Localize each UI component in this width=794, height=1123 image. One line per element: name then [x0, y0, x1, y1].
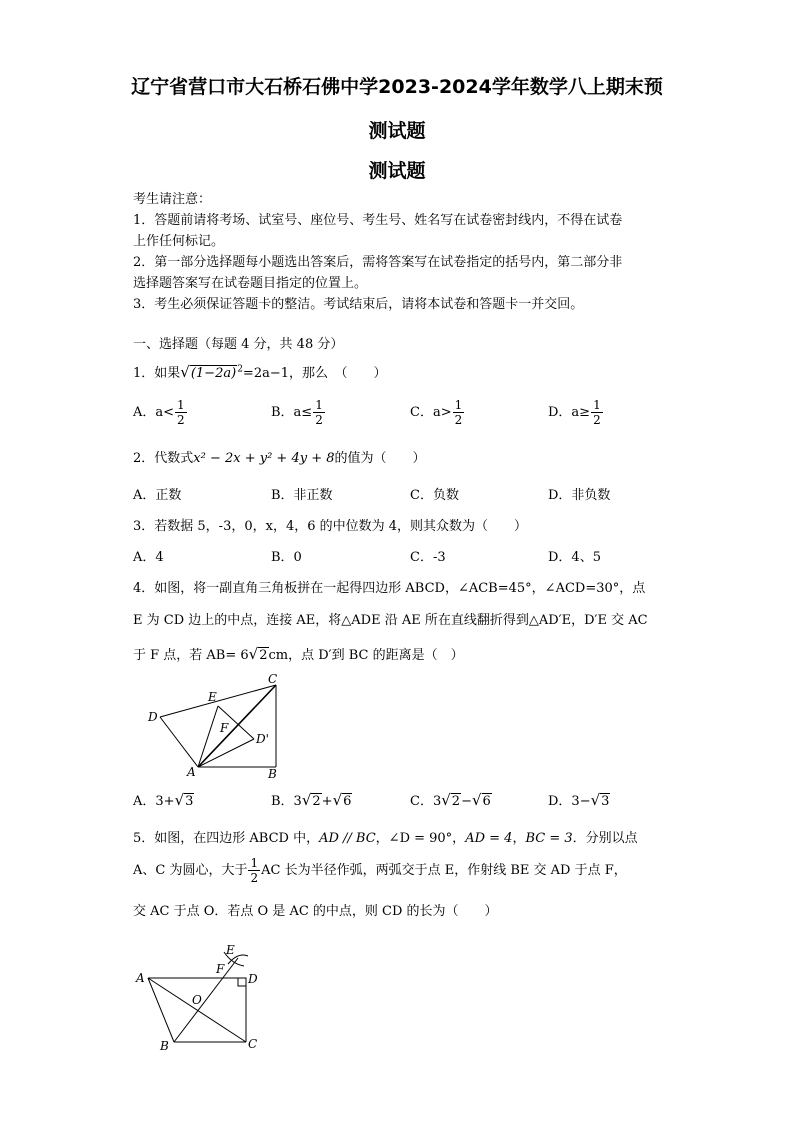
- q2-option-b[interactable]: B．非正数: [271, 488, 333, 503]
- q5-text: ．分别以点: [572, 831, 638, 846]
- segment-AB: [148, 978, 174, 1042]
- q2-prefix: 2．代数式: [133, 451, 194, 466]
- option-label: B．a≤: [271, 405, 313, 420]
- right-angle-mark: [238, 978, 246, 986]
- sqrt-symbol: √: [180, 363, 190, 381]
- notice-item: 3．考生必须保证答题卡的整洁。考试结束后，请将本试卷和答题卡一并交回。: [133, 297, 584, 312]
- ray-BE: [174, 958, 238, 1042]
- segment-DA: [160, 717, 198, 767]
- label-A: A: [136, 971, 145, 985]
- label-C: C: [268, 672, 278, 686]
- q2-option-a[interactable]: A．正数: [133, 488, 182, 503]
- option-label: C．a>: [410, 405, 452, 420]
- label-D-prime: D': [256, 732, 269, 746]
- q3-option-d[interactable]: D．4、5: [548, 550, 601, 565]
- radicand: 6: [343, 794, 352, 809]
- q3-option-a[interactable]: A．4: [133, 550, 164, 565]
- q5-text: ，∠D = 90°，: [375, 831, 466, 846]
- label-B: B: [160, 1039, 169, 1053]
- radicand: 3: [601, 794, 610, 809]
- question-5-line1: [133, 827, 638, 846]
- numerator: 1: [177, 398, 185, 412]
- section-heading: 一、选择题（每题 4 分，共 48 分）: [133, 337, 344, 352]
- notice-item: 选择题答案写在试卷题目指定的位置上。: [133, 276, 368, 291]
- radicand: 6: [482, 794, 491, 809]
- option-label: A．a<: [133, 405, 175, 420]
- label-E: E: [226, 943, 235, 957]
- q5-figure: [130, 938, 270, 1053]
- q4-text: cm，点 D′到 BC 的距离是（ ）: [268, 648, 464, 663]
- numerator: 1: [454, 398, 463, 412]
- q5-math: AD // BC: [319, 831, 376, 846]
- label-A: A: [187, 765, 196, 779]
- q5-text: ，: [512, 831, 526, 846]
- q1-radicand: (1−2a): [190, 366, 237, 381]
- sqrt-symbol: √: [471, 791, 482, 809]
- sqrt-symbol: √: [301, 791, 312, 809]
- question-2: [133, 447, 426, 466]
- fraction: [313, 398, 325, 427]
- numerator: 1: [250, 856, 259, 870]
- label-E: E: [208, 690, 217, 704]
- fraction: [175, 398, 187, 427]
- q2-option-d[interactable]: D．非负数: [548, 488, 611, 503]
- q5-text: A、C 为圆心，大于: [133, 863, 248, 878]
- question-5-line3: 交 AC 于点 O．若点 O 是 AC 的中点，则 CD 的长为（ ）: [133, 904, 498, 919]
- q4-figure: [140, 672, 290, 782]
- option-text: D．3−: [548, 794, 591, 809]
- q1-option-d[interactable]: [548, 398, 604, 427]
- fraction: [591, 398, 603, 427]
- question-4-line2: E 为 CD 边上的中点，连接 AE，将△ADE 沿 AE 所在直线翻折得到△AD′E，D′E 交 AC: [133, 613, 648, 628]
- q3-option-b[interactable]: B．0: [271, 550, 302, 565]
- q5-math: BC = 3: [525, 831, 573, 846]
- q1-option-a[interactable]: [133, 398, 188, 427]
- q2-option-c[interactable]: C．负数: [410, 488, 459, 503]
- notice-item: 2．第一部分选择题每小题选出答案后，需将答案写在试卷指定的括号内，第二部分非: [133, 255, 623, 270]
- q4-option-c[interactable]: [410, 790, 492, 809]
- denominator: 2: [454, 413, 463, 427]
- q1-option-c[interactable]: [410, 398, 465, 427]
- doc-title-line3: 测试题: [368, 160, 426, 182]
- question-5-line2: [133, 856, 627, 885]
- segment-AE: [198, 706, 218, 767]
- question-1: [133, 362, 387, 381]
- radicand: 3: [185, 794, 194, 809]
- operator: +: [321, 794, 333, 809]
- question-3: 3．若数据 5，-3，0，x，4，6 的中位数为 4，则其众数为（ ）: [133, 519, 528, 534]
- sqrt-symbol: √: [590, 791, 601, 809]
- q5-math: AD = 4: [465, 831, 513, 846]
- segment-DC: [160, 685, 276, 717]
- denominator: 2: [593, 413, 601, 427]
- sqrt-symbol: √: [248, 645, 259, 663]
- label-F: F: [216, 962, 225, 976]
- question-4-line1: 4．如图，将一副直角三角板拼在一起得四边形 ABCD，∠ACB=45°，∠ACD=30°，点: [133, 581, 646, 596]
- segment-AD-prime: [198, 739, 254, 767]
- fraction: [453, 398, 465, 427]
- q2-suffix: 的值为（ ）: [334, 451, 426, 466]
- notice-item: 1．答题前请将考场、试室号、座位号、考生号、姓名写在试卷密封线内，不得在试卷: [133, 213, 623, 228]
- denominator: 2: [250, 871, 259, 885]
- radicand: 2: [312, 794, 321, 809]
- sqrt-symbol: √: [441, 791, 451, 809]
- numerator: 1: [593, 398, 601, 412]
- notice-item: 上作任何标记。: [133, 234, 225, 249]
- notice-heading: 考生请注意：: [133, 192, 212, 207]
- operator: −: [461, 794, 472, 809]
- option-text: C．3: [410, 794, 442, 809]
- q4-text: 于 F 点，若 AB= 6: [133, 648, 249, 663]
- option-text: B．3: [271, 794, 302, 809]
- radicand: 2: [451, 794, 461, 809]
- q1-option-b[interactable]: [271, 398, 326, 427]
- label-D: D: [248, 972, 258, 986]
- q1-suffix: =2a−1，那么 （ ）: [242, 366, 387, 381]
- q4-radicand: 2: [259, 648, 268, 663]
- label-O: O: [192, 993, 202, 1007]
- fraction: [248, 856, 260, 885]
- q4-option-d[interactable]: [548, 790, 610, 809]
- denominator: 2: [315, 413, 323, 427]
- label-F: F: [220, 721, 229, 735]
- q5-text: 5．如图，在四边形 ABCD 中，: [133, 831, 320, 846]
- sqrt-symbol: √: [174, 791, 185, 809]
- question-4-line3: [133, 644, 464, 663]
- label-D: D: [148, 710, 158, 724]
- option-label: D．a≥: [548, 405, 591, 420]
- label-B: B: [268, 767, 277, 781]
- q1-exponent: 2: [237, 364, 243, 375]
- doc-title-line1: 辽宁省营口市大石桥石佛中学2023-2024学年数学八上期末预: [131, 76, 663, 98]
- sqrt-symbol: √: [332, 791, 343, 809]
- numerator: 1: [315, 398, 323, 412]
- label-C: C: [248, 1037, 258, 1051]
- q4-option-b[interactable]: [271, 790, 352, 809]
- denominator: 2: [177, 413, 185, 427]
- q2-expression: x² − 2x + y² + 4y + 8: [193, 451, 335, 466]
- q3-option-c[interactable]: C．-3: [410, 550, 446, 565]
- q5-text: AC 长为半径作弧，两弧交于点 E，作射线 BE 交 AD 于点 F，: [261, 863, 627, 878]
- segment-AC: [148, 978, 246, 1042]
- q1-prefix: 1．如果: [133, 366, 181, 381]
- doc-title-line2: 测试题: [368, 120, 426, 142]
- q4-option-a[interactable]: [133, 790, 194, 809]
- option-text: A．3+: [133, 794, 175, 809]
